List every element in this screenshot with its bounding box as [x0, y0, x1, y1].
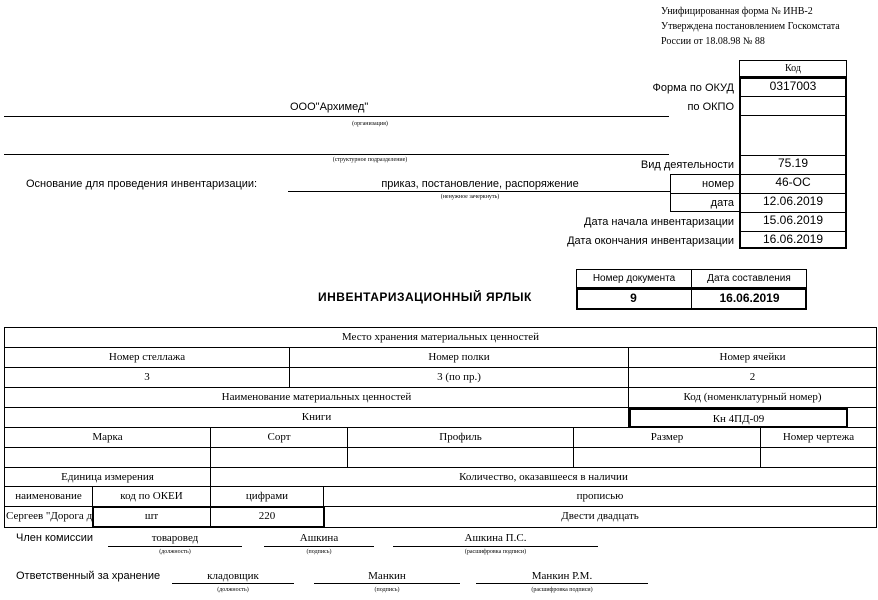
words-value: Двести двадцать — [324, 507, 877, 528]
member-position-caption: (должность) — [159, 549, 191, 555]
unit-code-value: шт — [93, 507, 211, 528]
item-name-header: Наименование материальных ценностей — [5, 388, 629, 408]
basis-caption: (ненужное зачеркнуть) — [440, 194, 500, 200]
unit-name-header: наименование — [5, 487, 93, 507]
end-date-label: Дата окончания инвентаризации — [567, 235, 734, 247]
profile-value — [348, 448, 574, 468]
end-date-value: 16.06.2019 — [762, 232, 824, 246]
document-title: ИНВЕНТАРИЗАЦИОННЫЙ ЯРЛЫК — [318, 290, 532, 304]
member-decode-caption: (расшифровка подписи) — [464, 549, 527, 555]
item-code-header: Код (номенклатурный номер) — [629, 388, 877, 408]
division-caption: (структурное подразделение) — [332, 157, 408, 163]
document-date-header: Дата составления — [691, 269, 807, 288]
basis-label: Основание для проведения инвентаризации: — [26, 178, 258, 190]
item-name-value: Книги — [5, 408, 629, 428]
start-date-value: 15.06.2019 — [762, 213, 824, 227]
shelf-value: 3 (по пр.) — [290, 368, 629, 388]
responsible-position-caption: (должность) — [217, 587, 249, 593]
order-date-label: дата — [710, 197, 734, 209]
okud-value: 0317003 — [769, 79, 817, 93]
drawing-header: Номер чертежа — [761, 428, 877, 448]
responsible-name: Манкин Р.М. — [531, 570, 593, 582]
profile-header: Профиль — [348, 428, 574, 448]
rack-header: Номер стеллажа — [5, 348, 290, 368]
rack-value: 3 — [5, 368, 290, 388]
member-signature: Ашкина — [299, 532, 339, 544]
activity-value: 75.19 — [777, 156, 809, 170]
shelf-header: Номер полки — [290, 348, 629, 368]
order-number-label: номер — [702, 178, 734, 190]
sort-header: Сорт — [211, 428, 348, 448]
cell-value: 2 — [629, 368, 877, 388]
responsible-position: кладовщик — [207, 570, 259, 582]
okpo-label: по ОКПО — [687, 101, 734, 113]
document-number-table — [576, 269, 807, 311]
size-value — [574, 448, 761, 468]
responsible-decode-caption: (расшифровка подписи) — [531, 587, 593, 593]
member-signature-caption: (подпись) — [306, 549, 332, 555]
start-date-label: Дата начала инвентаризации — [584, 216, 734, 228]
order-date-value: 12.06.2019 — [762, 194, 824, 208]
form-date: России от 18.08.98 № 88 — [661, 36, 765, 47]
code-header: Код — [739, 60, 847, 77]
member-label: Член комиссии — [16, 532, 94, 544]
organization-caption: (организация) — [352, 121, 388, 127]
form-approval: Утверждена постановлением Госкомстата — [661, 21, 840, 32]
okud-label: Форма по ОКУД — [652, 82, 734, 94]
storage-header: Место хранения материальных ценностей — [5, 328, 877, 348]
activity-label: Вид деятельности — [640, 159, 734, 171]
unit-header: Единица измерения — [5, 468, 211, 487]
form-reference — [661, 4, 840, 49]
form-name: Унифицированная форма № ИНВ-2 — [661, 6, 813, 17]
digits-header: цифрами — [211, 487, 324, 507]
item-code-value: Кн 4ПД-09 — [629, 408, 848, 428]
document-number-value: 9 — [630, 291, 637, 305]
drawing-value — [761, 448, 877, 468]
responsible-signature-caption: (подпись) — [374, 587, 400, 593]
inventory-label-table — [4, 327, 877, 528]
unit-code-header: код по ОКЕИ — [93, 487, 211, 507]
responsible-signature: Манкин — [368, 570, 406, 582]
brand-header: Марка — [5, 428, 211, 448]
document-number-header: Номер документа — [576, 269, 692, 288]
quantity-header: Количество, оказавшееся в наличии — [211, 468, 877, 487]
responsible-label: Ответственный за хранение — [16, 570, 161, 582]
member-position: товаровед — [151, 532, 199, 544]
words-header: прописью — [324, 487, 877, 507]
sort-value — [211, 448, 348, 468]
member-name: Ашкина П.С. — [464, 532, 527, 544]
value-highlight-box — [92, 506, 325, 528]
document-date-value: 16.06.2019 — [719, 291, 780, 305]
unit-name-value: Сергеев "Дорога д — [5, 507, 93, 528]
brand-value — [5, 448, 211, 468]
organization-name: ООО"Архимед" — [290, 101, 369, 113]
size-header: Размер — [574, 428, 761, 448]
order-number-value: 46-ОС — [775, 175, 811, 189]
digits-value: 220 — [211, 507, 324, 528]
cell-header: Номер ячейки — [629, 348, 877, 368]
basis-value: приказ, постановление, распоряжение — [381, 178, 579, 190]
